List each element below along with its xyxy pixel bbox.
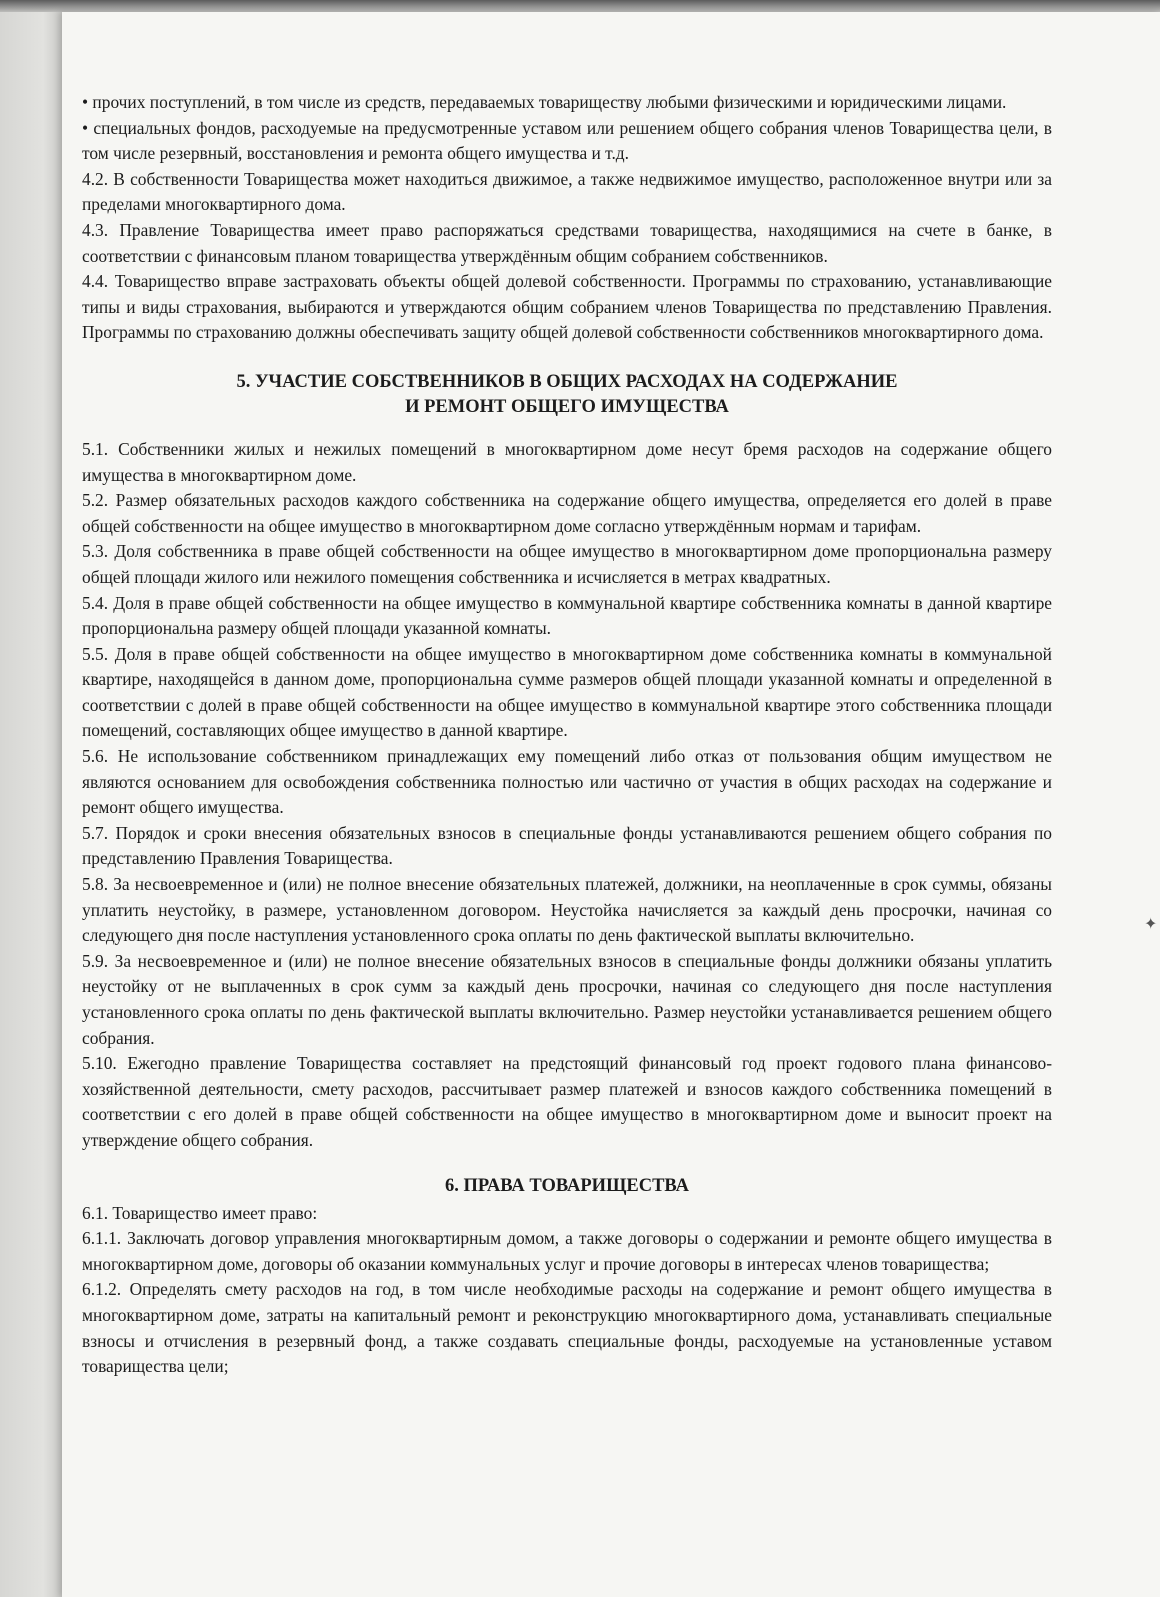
- clause-6-1: 6.1. Товарищество имеет право:: [82, 1202, 318, 1223]
- section-5-title: [82, 370, 1052, 420]
- previous-page-bleed-through: [0, 92, 58, 992]
- clause-6-1-1: 6.1.1. Заключать договор управления многоквартирным домом, а также договоры о содержании и ремонте общего имущества в многоквартирном доме, договоры об оказании коммунальных услуг и прочие договоры в интересах членов товарищества;: [82, 1228, 1052, 1274]
- intro-bullet-special-funds: • специальных фондов, расходуемые на предусмотренные уставом или решением общего собрания членов Товарищества цели, в том числе резервный, восстановления и ремонта общего имущества и т.д.: [82, 117, 1052, 164]
- clause-4-4: 4.4. Товарищество вправе застраховать объекты общей долевой собственности. Программы по страхованию, устанавливающие типы и виды страхования, выбираются и утверждаются общим собранием членов Товарищества по представлению Правления. Программы по страхованию должны обеспечивать защиту общей долевой собственности собственников многоквартирного дома.: [82, 271, 1052, 343]
- clause-5-6: 5.6. Не использование собственником принадлежащих ему помещений либо отказ от пользования общим имуществом не являются основанием для освобождения собственника полностью или частично от участия в общих расходах на содержание и ремонт общего имущества.: [82, 746, 1052, 818]
- intro-bullet-other-income: • прочих поступлений, в том числе из средств, передаваемых товариществу любыми физическими и юридическими лицами.: [82, 92, 1007, 112]
- page-content: [82, 90, 1052, 1380]
- clause-5-5: 5.5. Доля в праве общей собственности на общее имущество в многоквартирном доме собственника комнаты в коммунальной квартире, находящейся в данном доме, пропорциональна сумме размеров общей площади указанной комнаты и определенной в соответствии с долей в праве общей собственности на общее имущество в коммунальной квартире этого собственника площади помещений, составляющих общее имущество в данной квартире.: [82, 643, 1052, 741]
- clause-5-8: 5.8. За несвоевременное и (или) не полное внесение обязательных платежей, должники, на неоплаченные в срок суммы, обязаны уплатить неустойку, в размере, установленном договором. Неустойка начисляется за каждый день просрочки, начиная со следующего дня после наступления установленного срока оплаты по день фактической выплаты включительно.: [82, 874, 1052, 946]
- scan-top-edge: [0, 0, 1160, 12]
- clause-4-2: 4.2. В собственности Товарищества может находиться движимое, а также недвижимое имущество, расположенное внутри или за пределами многоквартирного дома.: [82, 168, 1052, 215]
- section-5-title-line-2: И РЕМОНТ ОБЩЕГО ИМУЩЕСТВА: [405, 396, 729, 417]
- clause-5-2: 5.2. Размер обязательных расходов каждого собственника на содержание общего имущества, определяется его долей в праве общей собственности на общее имущество в многоквартирном доме согласно утверждённым нормам и тарифам.: [82, 490, 1052, 536]
- clause-5-3: 5.3. Доля собственника в праве общей собственности на общее имущество в многоквартирном доме пропорциональна размеру общей площади жилого или нежилого помещения собственника и исчисляется в метрах квадратных.: [82, 541, 1052, 587]
- clause-6-1-2: 6.1.2. Определять смету расходов на год, в том числе необходимые расходы на содержание и ремонт общего имущества в многоквартирном доме, затраты на капитальный ремонт и реконструкцию многоквартирного дома, устанавливать специальные взносы и отчисления в резервный фонд, а также создавать специальные фонды, расходуемые на установленные уставом товарищества цели;: [82, 1279, 1052, 1377]
- previous-page-strip: [0, 12, 62, 1597]
- clause-5-7: 5.7. Порядок и сроки внесения обязательных взносов в специальные фонды устанавливаются решением общего собрания по представлению Правления Товарищества.: [82, 822, 1052, 869]
- clause-5-10: 5.10. Ежегодно правление Товарищества составляет на предстоящий финансовый год проект годового плана финансово-хозяйственной деятельности, смету расходов, рассчитывает размер платежей и взносов каждого собственника помещений в соответствии с его долей в праве общей собственности на общее имущество в многоквартирном доме и выносит проект на утверждение общего собрания.: [82, 1053, 1052, 1150]
- section-6-title: 6. ПРАВА ТОВАРИЩЕСТВА: [445, 1175, 689, 1196]
- clause-5-9: 5.9. За несвоевременное и (или) не полное внесение обязательных взносов в специальные фонды должники обязаны уплатить неустойку от не выплаченных в срок сумм за каждый день просрочки, начиная со следующего дня после наступления установленного срока оплаты по день фактической выплаты включительно. Размер неустойки устанавливается решением общего собрания.: [82, 950, 1052, 1048]
- clause-4-3: 4.3. Правление Товарищества имеет право распоряжаться средствами товарищества, находящимися на счете в банке, в соответствии с финансовым планом товарищества утверждённым общим собранием собственников.: [82, 219, 1052, 266]
- scan-speck-mark: ✦: [1144, 916, 1158, 933]
- document-page: [62, 12, 1160, 1597]
- section-5-title-line-1: 5. УЧАСТИЕ СОБСТВЕННИКОВ В ОБЩИХ РАСХОДАХ НА СОДЕРЖАНИЕ: [236, 371, 898, 392]
- clause-5-1: 5.1. Собственники жилых и нежилых помещений в многоквартирном доме несут бремя расходов на содержание общего имущества в многоквартирном доме.: [82, 438, 1052, 485]
- clause-5-4: 5.4. Доля в праве общей собственности на общее имущество в коммунальной квартире собственника комнаты в данной квартире пропорциональна размеру общей площади указанной комнаты.: [82, 592, 1052, 639]
